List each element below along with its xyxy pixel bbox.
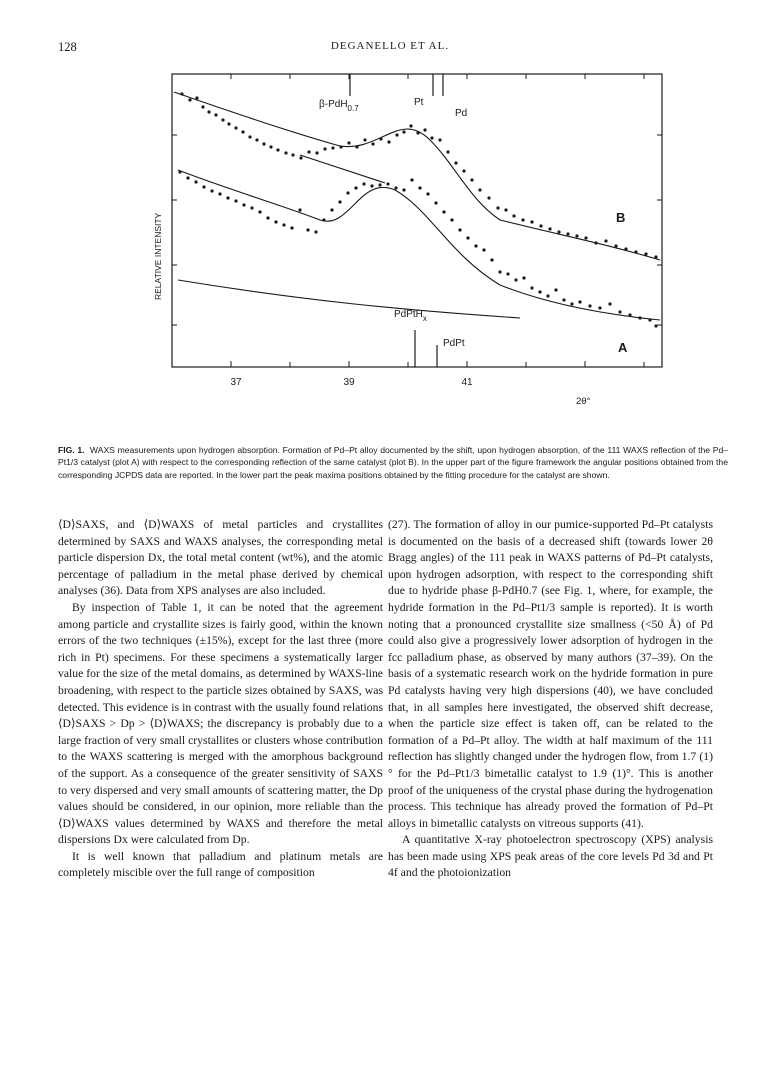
page-number: 128 <box>58 40 77 54</box>
running-head: DEGANELLO ET AL. <box>330 40 450 52</box>
curve-b <box>174 92 660 260</box>
label-b: B <box>616 210 626 225</box>
paragraph: It is well known that palladium and platinum metals are completely miscible over the full range of composition <box>58 849 383 880</box>
page-header <box>0 40 780 58</box>
label-pdpth: PdPtH$_x$ <box>394 309 427 323</box>
figure-caption <box>58 444 728 481</box>
x-tick-39: 39 <box>343 377 355 388</box>
series-b-points <box>180 92 657 258</box>
paragraph: By inspection of Table 1, it can be noted that the agreement among particle and crystallite sizes is fairly good, within the known errors of the two techniques (±15%), except for the last three (more rich in Pt) specimens. For these specimens a systematically larger value for the size of the metal domains, as determined by WAXS-line broadening, with respect to the particle sizes obtained by SAXS, was detected. This evidence is in contrast with the usually found relations ⟨D⟩SAXS > Dp > ⟨D⟩WAXS; the discrepancy is probably due to a large fraction of very small crystallites or clusters whose contribution to the WAXS scattering is merged with the amorphous background of the support. As a consequence of the greater sensitivity of SAXS to very dispersed and very small amounts of scattering matter, the Dp values should be considered, in our opinion, more reliable than the ⟨D⟩WAXS values determined by WAXS and therefore the metal dispersions Dx were calculated from Dp. <box>58 600 383 847</box>
label-pdh: β-PdH$_{0.7}$ <box>319 99 359 113</box>
x-axis-label: 2θ° <box>576 396 591 407</box>
paragraph: A quantitative X-ray photoelectron spectroscopy (XPS) analysis has been made using XPS peak areas of the core levels Pd 3d and Pt 4f and the photoionization <box>388 833 713 880</box>
fitted-curves <box>174 92 660 320</box>
curve-a <box>178 170 660 320</box>
body-column-right <box>388 517 713 882</box>
top-ticks <box>231 74 644 79</box>
caption-label: FIG. 1. <box>58 445 85 455</box>
label-a: A <box>618 340 628 355</box>
paragraph: (27). The formation of alloy in our pumice-supported Pd–Pt catalysts is documented on the basis of a decreased shift (towards lower 2θ Bragg angles) of the 111 peak in WAXS patterns of Pd–Pt catalysts, upon hydrogen adsorption, with respect to the corresponding shift due to hydride phase β-PdH0.7 (see Fig. 1, where, for example, the hydride formation in the Pd–Pt1/3 sample is reported). It is worth noting that a pronounced crystallite size smallness (<50 Å) of Pd could also give a progressively lower adsorption of hydrogen in the fcc palladium phase, as observed by many authors (37–39). On the basis of a systematic research work on the hydride formation in pure Pd catalysts having very high dispersions (40), we have concluded that, in all samples here investigated, the observed shift decrease, when the particle size effect is taken off, can be related to the formation of a Pd–Pt alloy. The width at half maximum of the 111 reflection has slightly changed under the hydrogen flow, from 1.7 (1)° for the Pd–Pt1/3 bimetallic catalyst to 1.9 (1)°. This is another proof of the uniqueness of the crystal phase during the hydrogenation process. This technique has already proved the formation of Pd–Pt alloys in bimetallic catalysts on vitreous supports (41). <box>388 518 713 830</box>
curve-a-baseline <box>178 280 520 318</box>
fitted-peak-markers <box>415 330 437 367</box>
paragraph: ⟨D⟩SAXS, and ⟨D⟩WAXS of metal particles and crystallites determined by SAXS and WAXS analyses, the corresponding metal particle dispersion Dx, the total metal content (wt%), and the atomic percentage of palladium in the metal phase derived by chemical analyses (36). Data from XPS analyses are also included. <box>58 518 383 598</box>
waxs-figure <box>0 60 780 440</box>
x-tick-41: 41 <box>461 377 473 388</box>
y-axis-label: RELATIVE INTENSITY <box>153 212 163 300</box>
plot-frame <box>172 74 662 367</box>
x-tick-37: 37 <box>230 377 242 388</box>
side-ticks <box>172 135 662 325</box>
curve-b-baseline <box>300 155 385 183</box>
series-a-points <box>178 170 657 327</box>
body-column-left <box>58 517 383 882</box>
reference-markers <box>350 74 443 96</box>
caption-text: WAXS measurements upon hydrogen absorption. Formation of Pd–Pt alloy documented by the shift, upon hydrogen absorption, of the 111 WAXS reflection of the Pd–Pt1/3 catalyst (plot A) with respect to the corresponding reflection of the same catalyst (plot B). In the upper part of the figure framework the angular positions obtained from the corresponding JCPDS data are reported. In the lower part the peak maxima positions obtained by the fitting procedure for the catalyst are shown. <box>58 445 729 480</box>
label-pt: Pt <box>414 97 424 108</box>
label-pd: Pd <box>455 108 468 119</box>
label-pdpt: PdPt <box>443 338 465 349</box>
